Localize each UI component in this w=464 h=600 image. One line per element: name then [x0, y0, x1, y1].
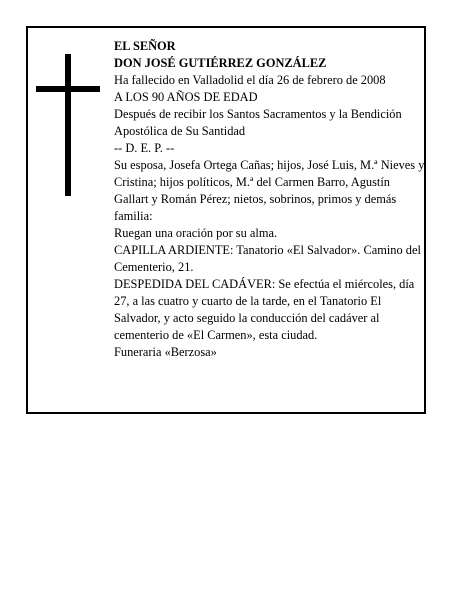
chapel-line: CAPILLA ARDIENTE: Tanatorio «El Salvador». Camino del Cementerio, 21. — [114, 243, 421, 274]
cross-icon — [36, 54, 100, 196]
funeral-home-line: Funeraria «Berzosa» — [114, 345, 217, 359]
dep-line: -- D. E. P. -- — [114, 141, 175, 155]
deceased-name: DON JOSÉ GUTIÉRREZ GONZÁLEZ — [114, 56, 327, 70]
obituary-text — [114, 38, 426, 361]
farewell-line: DESPEDIDA DEL CADÁVER: Se efectúa el miércoles, día 27, a las cuatro y cuarto de la tarde, en el Tanatorio El Salvador, y acto seguido la conducción del cadáver al cementerio de «El Carmen», esta ciudad. — [114, 277, 415, 342]
prayer-line: Ruegan una oración por su alma. — [114, 226, 278, 240]
sacraments-line: Después de recibir los Santos Sacramentos y la Bendición Apostólica de Su Santidad — [114, 107, 402, 138]
cross-horizontal-bar — [36, 86, 100, 92]
cross-vertical-bar — [65, 54, 71, 196]
family-line: Su esposa, Josefa Ortega Cañas; hijos, José Luis, M.ª Nieves y Cristina; hijos políticos, M.ª del Carmen Barro, Agustín Gallart y Román Pérez; nietos, sobrinos, primos y demás familia: — [114, 158, 425, 223]
death-info: Ha fallecido en Valladolid el día 26 de febrero de 2008 — [114, 73, 386, 87]
age-line: A LOS 90 AÑOS DE EDAD — [114, 90, 258, 104]
title-line-1: EL SEÑOR — [114, 39, 176, 53]
